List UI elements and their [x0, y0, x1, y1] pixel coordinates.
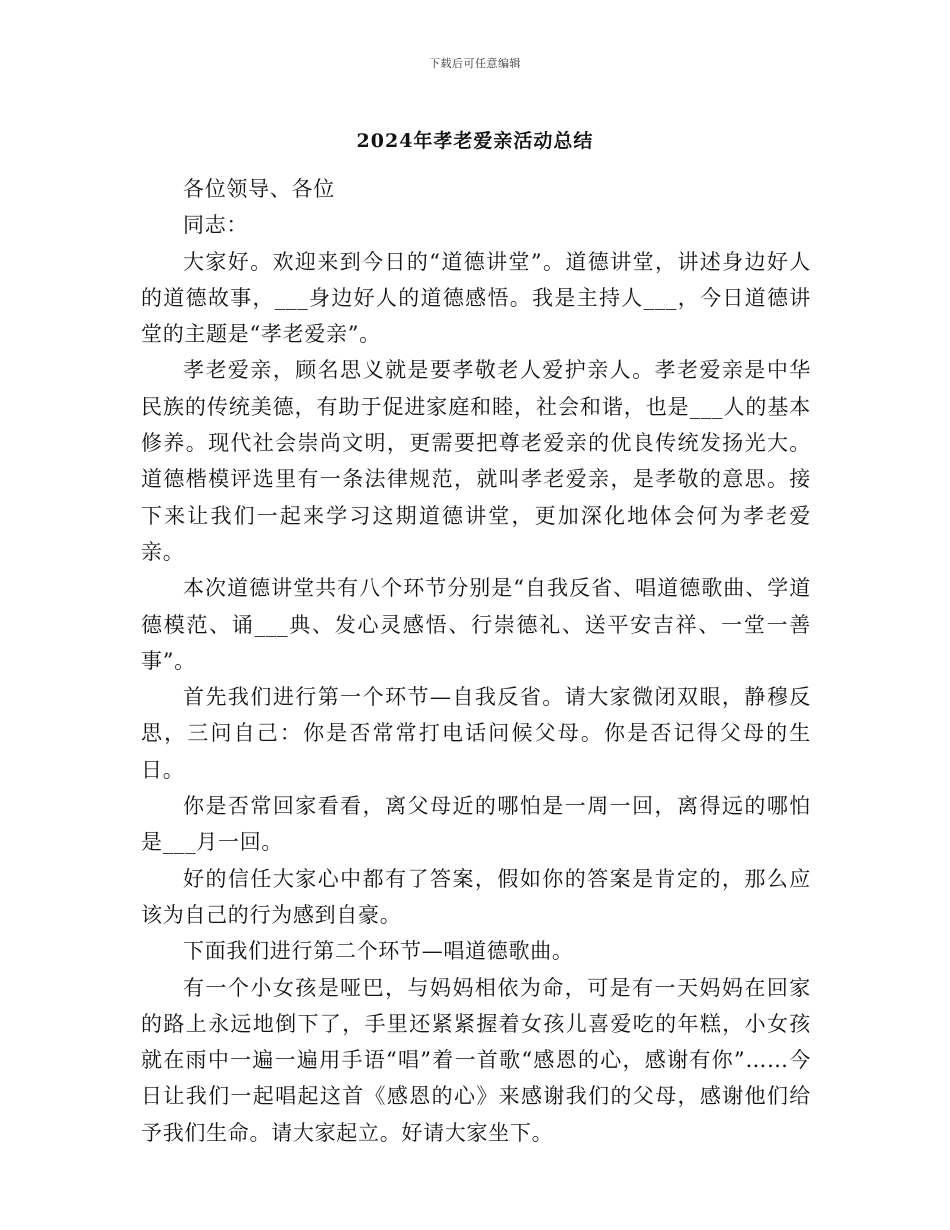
paragraph-story: 有一个小女孩是哑巴，与妈妈相依为命，可是有一天妈妈在回家的路上永远地倒下了，手里还紧紧握着女孩儿喜爱吃的年糕，小女孩就在雨中一遍一遍用手语“唱”着一首歌“感恩的心，感谢有你”……今日让我们一起唱起这首《感恩的心》来感谢我们的父母，感谢他们给予我们生命。请大家起立。好请大家坐下。	[141, 975, 811, 1145]
document-body	[141, 171, 811, 1151]
paragraph-second-session: 下面我们进行第二个环节—唱道德歌曲。	[183, 939, 574, 964]
paragraph-welcome: 大家好。欢迎来到今日的“道德讲堂”。道德讲堂，讲述身边好人的道德故事，___身边好人的道德感悟。我是主持人___，今日道德讲堂的主题是“孝老爱亲”。	[141, 249, 811, 347]
header-note: 下载后可任意编辑	[429, 57, 521, 70]
paragraph-self-reflection: 首先我们进行第一个环节—自我反省。请大家微闭双眼，静穆反思，三问自己：你是否常常打电话问候父母。你是否记得父母的生日。	[141, 685, 811, 782]
paragraph-salutation: 各位领导、各位	[183, 177, 335, 201]
paragraph-salutation-cont: 同志：	[183, 213, 249, 238]
document-title: 2024年孝老爱亲活动总结	[356, 130, 594, 152]
paragraph-meaning: 孝老爱亲，顾名思义就是要孝敬老人爱护亲人。孝老爱亲是中华民族的传统美德，有助于促进家庭和睦，社会和谐，也是___人的基本修养。现代社会崇尚文明，更需要把尊老爱亲的优良传统发扬光大。道德楷模评选里有一条法律规范，就叫孝老爱亲，是孝敬的意思。接下来让我们一起来学习这期道德讲堂，更加深化地体会何为孝老爱亲。	[141, 358, 811, 564]
paragraph-visit-home: 你是否常回家看看，离父母近的哪怕是一周一回，离得远的哪怕是___月一回。	[141, 794, 811, 855]
paragraph-answer: 好的信任大家心中都有了答案，假如你的答案是肯定的，那么应该为自己的行为感到自豪。	[141, 866, 811, 927]
paragraph-sessions: 本次道德讲堂共有八个环节分别是“自我反省、唱道德歌曲、学道德模范、诵___典、发心灵感悟、行崇德礼、送平安吉祥、一堂一善事”。	[141, 576, 811, 673]
